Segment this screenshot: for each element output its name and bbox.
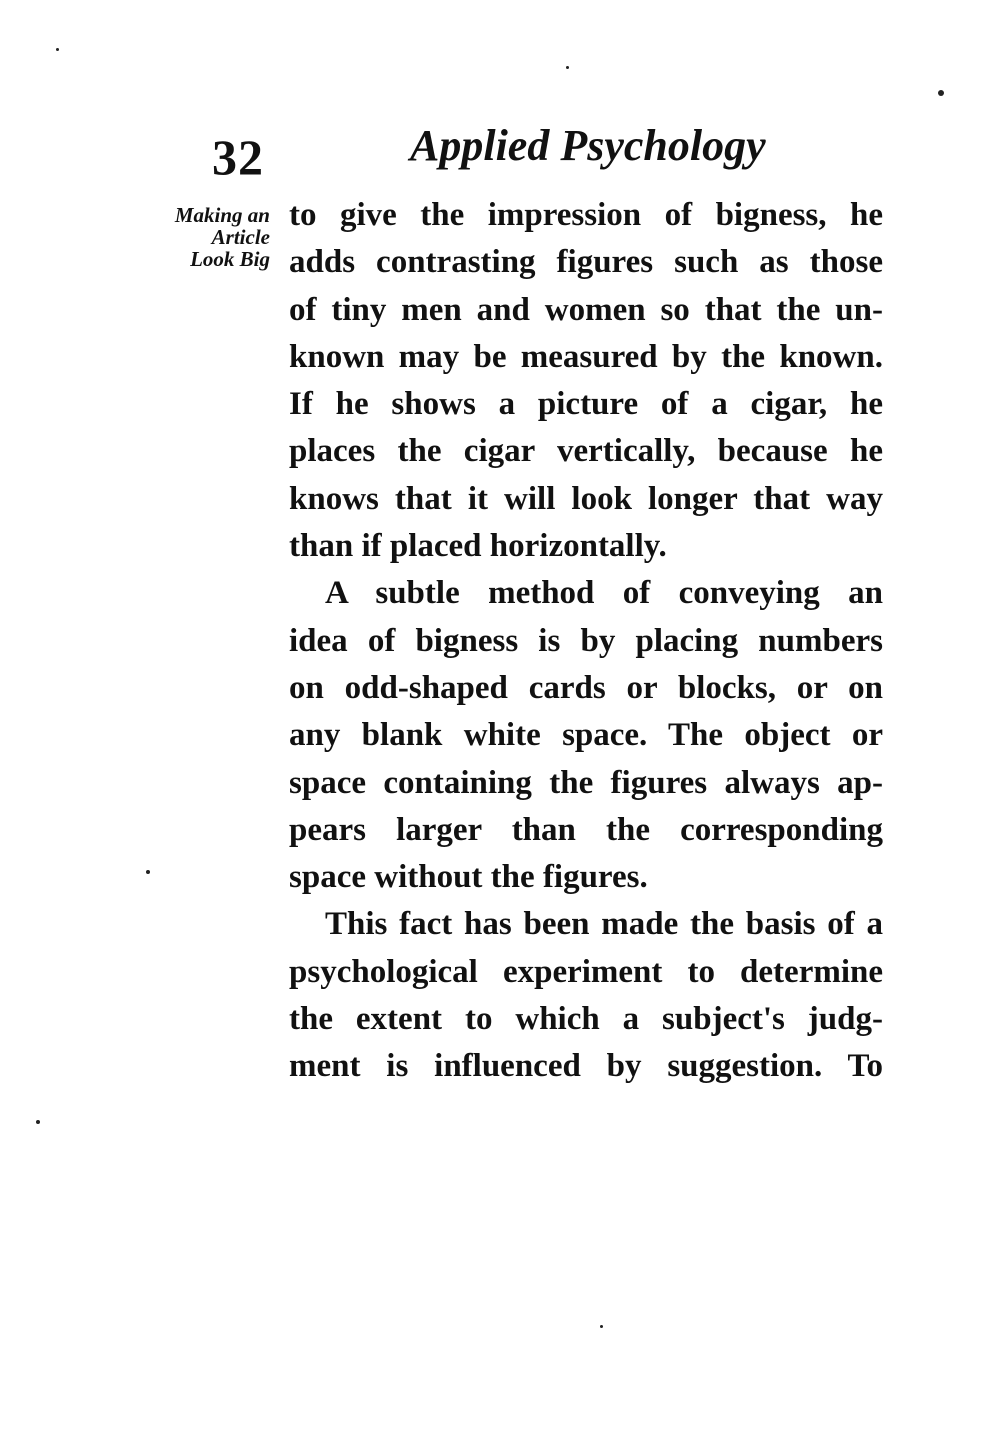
scan-speck bbox=[56, 48, 59, 51]
text-line: A subtle method of conveying an bbox=[325, 575, 883, 612]
scan-speck bbox=[600, 1325, 603, 1328]
text-line: on odd-shaped cards or blocks, or on bbox=[289, 669, 883, 706]
text-line: pears larger than the corresponding bbox=[289, 811, 883, 848]
scan-speck bbox=[566, 66, 569, 69]
text-line: of tiny men and women so that the un- bbox=[289, 291, 883, 328]
scan-speck bbox=[938, 90, 944, 96]
text-line: space containing the figures always ap- bbox=[289, 764, 883, 801]
margin-note-line: Making an bbox=[174, 203, 270, 227]
text-line: known may be measured by the known. bbox=[289, 338, 883, 375]
text-line: than if placed horizontally. bbox=[289, 528, 667, 565]
margin-note bbox=[140, 204, 270, 270]
text-line: This fact has been made the basis of a bbox=[325, 906, 883, 943]
text-line: idea of bigness is by placing numbers bbox=[289, 622, 883, 659]
body-text bbox=[289, 192, 883, 1091]
text-line: ment is influenced by suggestion. To bbox=[289, 1048, 883, 1085]
text-line: adds contrasting figures such as those bbox=[289, 244, 883, 281]
text-line: the extent to which a subject's judg- bbox=[289, 1001, 883, 1038]
text-line: knows that it will look longer that way bbox=[289, 480, 883, 517]
running-title: Applied Psychology bbox=[410, 121, 766, 170]
margin-note-line: Article bbox=[211, 225, 270, 249]
page-number: 32 bbox=[212, 129, 264, 185]
text-line: places the cigar vertically, because he bbox=[289, 433, 883, 470]
scan-speck bbox=[146, 870, 150, 874]
text-line: space without the figures. bbox=[289, 859, 648, 896]
text-line: psychological experiment to determine bbox=[289, 953, 883, 990]
text-line: to give the impression of bigness, he bbox=[289, 197, 883, 233]
text-line: If he shows a picture of a cigar, he bbox=[289, 386, 883, 423]
text-line: any blank white space. The object or bbox=[289, 717, 883, 754]
margin-note-line: Look Big bbox=[190, 247, 270, 271]
scan-speck bbox=[36, 1120, 40, 1124]
